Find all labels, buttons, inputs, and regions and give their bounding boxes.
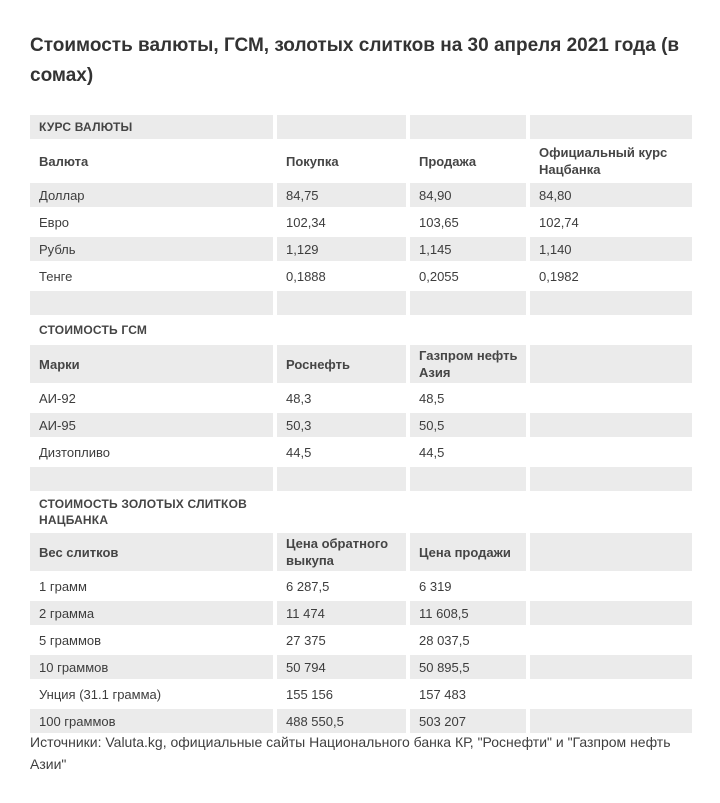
table-row-data — [30, 413, 692, 437]
table-row-header — [30, 142, 692, 180]
table-cell — [410, 494, 526, 530]
table-cell: 50 794 — [277, 655, 406, 679]
table-cell: АИ-95 — [30, 413, 273, 437]
table-cell: Рубль — [30, 237, 273, 261]
table-cell: АИ-92 — [30, 386, 273, 410]
table-cell: Евро — [30, 210, 273, 234]
rates-table-body — [30, 115, 692, 733]
table-cell: 157 483 — [410, 682, 526, 706]
page-title: Стоимость валюты, ГСМ, золотых слитков на 30 апреля 2021 года (в сомах) — [30, 35, 680, 86]
table-cell: 1 грамм — [30, 574, 273, 598]
table-cell: 0,2055 — [410, 264, 526, 288]
table-cell — [410, 115, 526, 139]
table-cell: Вес слитков — [30, 533, 273, 571]
table-cell: 100 граммов — [30, 709, 273, 733]
table-row-data — [30, 574, 692, 598]
table-cell — [530, 709, 692, 733]
table-row-data — [30, 709, 692, 733]
table-cell — [410, 318, 526, 342]
table-cell: 44,5 — [410, 440, 526, 464]
table-cell — [30, 291, 273, 315]
table-row-data — [30, 440, 692, 464]
table-cell — [410, 291, 526, 315]
table-cell: 84,90 — [410, 183, 526, 207]
table-cell: СТОИМОСТЬ ГСМ — [30, 318, 273, 342]
table-row-data — [30, 210, 692, 234]
table-cell: 5 граммов — [30, 628, 273, 652]
table-cell: 50,3 — [277, 413, 406, 437]
table-cell: 2 грамма — [30, 601, 273, 625]
table-row-section — [30, 318, 692, 342]
table-cell: 488 550,5 — [277, 709, 406, 733]
table-cell — [530, 682, 692, 706]
table-row-data — [30, 628, 692, 652]
table-cell: 48,5 — [410, 386, 526, 410]
table-cell — [530, 345, 692, 383]
table-cell — [530, 655, 692, 679]
table-row-section — [30, 115, 692, 139]
table-row-header — [30, 533, 692, 571]
table-cell — [530, 291, 692, 315]
table-cell: 102,34 — [277, 210, 406, 234]
table-cell: 1,145 — [410, 237, 526, 261]
table-cell: Дизтопливо — [30, 440, 273, 464]
rates-table — [26, 112, 696, 736]
table-cell — [410, 467, 526, 491]
table-cell: 6 287,5 — [277, 574, 406, 598]
table-cell: Продажа — [410, 142, 526, 180]
table-cell — [530, 574, 692, 598]
table-cell — [30, 467, 273, 491]
table-cell: 0,1982 — [530, 264, 692, 288]
table-cell: 84,75 — [277, 183, 406, 207]
table-cell: КУРС ВАЛЮТЫ — [30, 115, 273, 139]
table-cell — [530, 533, 692, 571]
table-row-section — [30, 494, 692, 530]
table-cell: 503 207 — [410, 709, 526, 733]
table-cell — [277, 291, 406, 315]
table-cell: 102,74 — [530, 210, 692, 234]
table-cell: 27 375 — [277, 628, 406, 652]
table-cell: 50 895,5 — [410, 655, 526, 679]
table-cell — [530, 628, 692, 652]
rates-table-container — [26, 112, 696, 736]
table-cell: Валюта — [30, 142, 273, 180]
table-cell: 155 156 — [277, 682, 406, 706]
table-cell: 103,65 — [410, 210, 526, 234]
table-cell: 6 319 — [410, 574, 526, 598]
table-cell — [530, 386, 692, 410]
table-cell: 48,3 — [277, 386, 406, 410]
table-cell — [530, 601, 692, 625]
table-cell — [530, 440, 692, 464]
table-cell — [530, 467, 692, 491]
table-cell: 1,129 — [277, 237, 406, 261]
table-cell: 10 граммов — [30, 655, 273, 679]
table-cell: Покупка — [277, 142, 406, 180]
table-cell: Марки — [30, 345, 273, 383]
table-cell — [530, 318, 692, 342]
table-cell: 11 608,5 — [410, 601, 526, 625]
table-row-data — [30, 237, 692, 261]
table-cell — [530, 413, 692, 437]
table-row-data — [30, 682, 692, 706]
table-cell — [277, 115, 406, 139]
table-cell: Унция (31.1 грамма) — [30, 682, 273, 706]
table-cell: 0,1888 — [277, 264, 406, 288]
table-cell — [530, 115, 692, 139]
table-cell: Тенге — [30, 264, 273, 288]
table-row-data — [30, 183, 692, 207]
table-row-data — [30, 264, 692, 288]
table-row-spacer — [30, 467, 692, 491]
table-cell: Цена обратного выкупа — [277, 533, 406, 571]
table-cell: Роснефть — [277, 345, 406, 383]
table-cell — [530, 494, 692, 530]
table-cell: СТОИМОСТЬ ЗОЛОТЫХ СЛИТКОВ НАЦБАНКА — [30, 494, 273, 530]
table-row-data — [30, 386, 692, 410]
table-cell — [277, 494, 406, 530]
table-row-data — [30, 601, 692, 625]
table-cell: 44,5 — [277, 440, 406, 464]
table-row-data — [30, 655, 692, 679]
table-cell — [277, 467, 406, 491]
table-cell: Газпром нефть Азия — [410, 345, 526, 383]
table-cell: Доллар — [30, 183, 273, 207]
sources-note: Источники: Valuta.kg, официальные сайты Национального банка КР, "Роснефти" и "Газпром нефть Азии" — [30, 734, 671, 772]
table-cell: 11 474 — [277, 601, 406, 625]
table-cell — [277, 318, 406, 342]
table-row-header — [30, 345, 692, 383]
table-cell: 1,140 — [530, 237, 692, 261]
table-cell: Цена продажи — [410, 533, 526, 571]
table-cell: 28 037,5 — [410, 628, 526, 652]
table-cell: 50,5 — [410, 413, 526, 437]
table-cell: 84,80 — [530, 183, 692, 207]
table-cell: Официальный курс Нацбанка — [530, 142, 692, 180]
table-row-spacer — [30, 291, 692, 315]
